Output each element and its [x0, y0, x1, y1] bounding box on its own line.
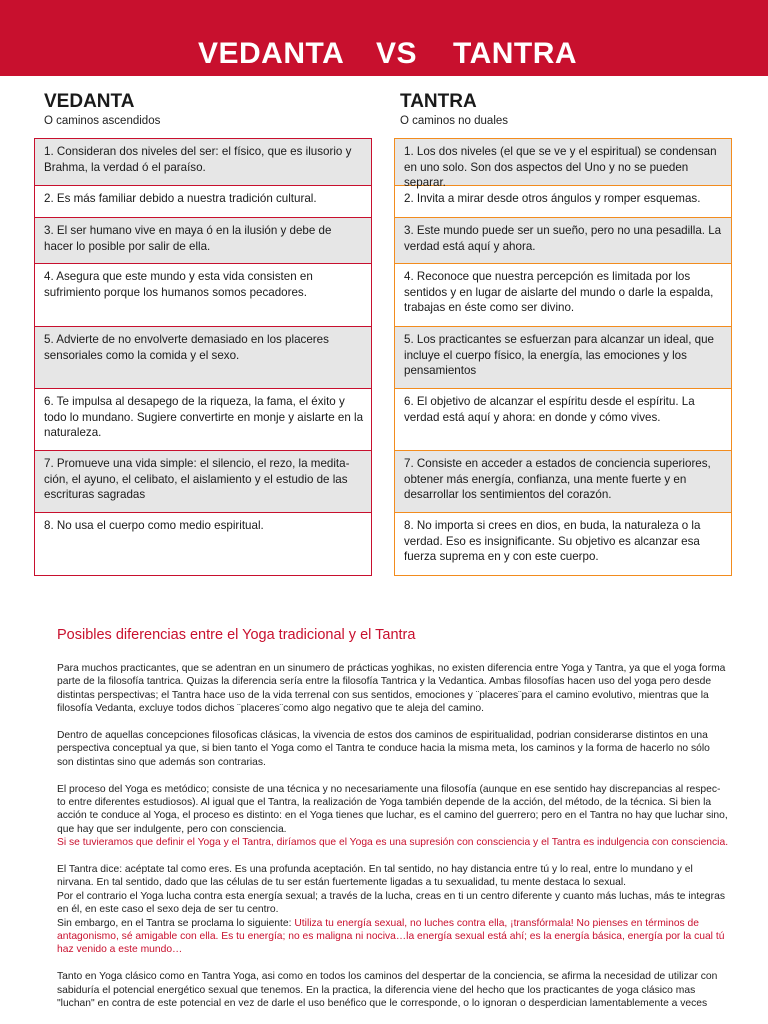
paragraph: [57, 863, 729, 957]
vedanta-title: VEDANTA: [44, 91, 135, 112]
vedanta-row: 7. Promueve una vida simple: el silencio, el rezo, la medita- ción, el ayuno, el celibato, el aislamiento y el estudio de las escrituras sagradas: [35, 450, 371, 512]
tantra-title: TANTRA: [400, 91, 477, 112]
vedanta-row: 8. No usa el cuerpo como medio espiritual.: [35, 512, 371, 575]
tantra-row: 5. Los practicantes se esfuerzan para alcanzar un ideal, que incluye el cuerpo físico, la energía, las emociones y los pensamientos: [395, 326, 731, 388]
vedanta-row: 5. Advierte de no envolverte demasiado en los placeres sensoriales como la comida y el sexo.: [35, 326, 371, 388]
banner-title-vs: VS: [376, 37, 418, 70]
tantra-table: [394, 138, 732, 576]
highlighted-text: Utiliza tu energía sexual, no luches contra ella, ¡transfórmala! No pienses en términos de antagonismo, sé amigable con ella. Es tu energía; no es maligna ni nociva…la energía sexual está ahí; es la energía básica, energía por la cual tú haz venido a este mundo…: [57, 917, 725, 956]
title-banner: [0, 0, 768, 76]
tantra-row: 7. Consiste en acceder a estados de conciencia superiores, obtener más energía, confianza, una mente fuerte y en desarrollar los sentimientos del corazón.: [395, 450, 731, 512]
tantra-row: 6. El objetivo de alcanzar el espíritu desde el espíritu. La verdad está aquí y ahora: en donde y cómo vives.: [395, 388, 731, 450]
paragraph: Para muchos practicantes, que se adentran en un sinumero de prácticas yoghikas, no existen diferencia entre Yoga y Tantra, ya que el yoga forma parte de la filosofía tantrica. Quizas la diferencia sería entre la filosofía Tantrica y la Vedantica. Ambas filosofías hacen uso del yoga pero desde distintas perspectivas; el Tantra hace uso de la vida terrenal con sus sentidos, emociones y ¨placeres¨para el camino evolutivo, mientras que la filosofía Vedanta, excluye todos dichos ¨placeres¨como algo negativo que te aleja del camino.: [57, 663, 726, 715]
tantra-row: 1. Los dos niveles (el que se ve y el espiritual) se condensan en uno solo. Son dos aspectos del Uno y no se pueden separar.: [395, 139, 731, 185]
vedanta-heading: [44, 90, 160, 128]
paragraph-text: Sin embargo, en el Tantra se proclama lo siguiente:: [57, 917, 295, 929]
tantra-row: 8. No importa si crees en dios, en buda, la naturaleza o la verdad. Eso es insignificante. Su objetivo es alcanzar esa fuerza suprema en y con este cuerpo.: [395, 512, 731, 575]
tantra-heading: [400, 90, 508, 128]
banner-title-left: VEDANTA: [198, 37, 345, 70]
banner-title-right: TANTRA: [453, 37, 578, 70]
tantra-subtitle: O caminos no duales: [400, 115, 509, 127]
vedanta-row: 2. Es más familiar debido a nuestra tradición cultural.: [35, 185, 371, 217]
vedanta-row: 3. El ser humano vive en maya ó en la ilusión y debe de hacer lo posible por salir de ella.: [35, 217, 371, 263]
highlighted-text: Si se tuvieramos que definir el Yoga y el Tantra, diríamos que el Yoga es una supresión con consciencia y el Tantra es indulgencia con consciencia.: [57, 837, 729, 849]
tantra-row: 4. Reconoce que nuestra percepción es limitada por los sentidos y en lugar de aislarte del mundo o darle la espalda, trabajas en éste como ser divino.: [395, 263, 731, 326]
tantra-row: 2. Invita a mirar desde otros ángulos y romper esquemas.: [395, 185, 731, 217]
vedanta-subtitle: O caminos ascendidos: [44, 115, 161, 127]
article-body: [57, 662, 729, 1024]
vedanta-row: 6. Te impulsa al desapego de la riqueza, la fama, el éxito y todo lo mundano. Sugiere convertirte en monje y aislarte en la naturaleza.: [35, 388, 371, 450]
vedanta-row: 1. Consideran dos niveles del ser: el físico, que es ilusorio y Brahma, la verdad ó el paraíso.: [35, 139, 371, 185]
paragraph: Dentro de aquellas concepciones filosoficas clásicas, la vivencia de estos dos caminos de espiritualidad, podrian considerarse distintos en una perspectiva conceptual ya que, si bien tanto el Yoga como el Tantra te conduce hacia la misma meta, los caminos y la forma de hacerlo no sólo son distintas sino que además son contrarias.: [57, 730, 710, 768]
vedanta-table: [34, 138, 372, 576]
paragraph-text: El Tantra dice: acéptate tal como eres. Es una profunda aceptación. En tal sentido, no hay distancia entre tú y lo real, entre lo mundano y el nirvana. En tal sentido, dado que las células de tu ser están fuertemente ligadas a tu sexualidad, tu mente destaca lo sexual.: [57, 864, 693, 889]
tantra-row: 3. Este mundo puede ser un sueño, pero no una pesadilla. La verdad está aquí y ahora.: [395, 217, 731, 263]
paragraph: Tanto en Yoga clásico como en Tantra Yoga, asi como en todos los caminos del despertar de la conciencia, se afirma la necesidad de utilizar con sabiduría el potencial energético sexual que tenemos. En la practica, la diferencia viene del hecho que los practicantes de yoga clásico mas "luchan" en contra de este potencial en vez de darle el uso benéfico que le corresponde, o lo ignoran o desperdician lamentablemente a veces: [57, 971, 718, 1010]
paragraph: [57, 783, 729, 850]
vedanta-row: 4. Asegura que este mundo y esta vida consisten en sufrimiento porque los humanos somos pecadores.: [35, 263, 371, 326]
paragraph-text: Por el contrario el Yoga lucha contra esta energía sexual; a través de la lucha, creas en ti un centro diferente y cuanto más luchas, más te integras en él, en este caso el sexo deja de ser tu centro.: [57, 890, 725, 916]
section-title: Posibles diferencias entre el Yoga tradicional y el Tantra: [57, 627, 416, 643]
paragraph-text: El proceso del Yoga es metódico; consiste de una técnica y no necesariamente una filosofía (aunque en ese sentido hay discrepancias al respec- to entre diferentes estudiosos). Al igual que el Tantra, la realización de Yoga también depende de la acción, del método, de la técnica. Si bien la acción te conduce al Yoga, el proceso es distinto: en el Yoga tienes que luchar, es el camino del guerrero; pero en el Tantra no hay que luchar sino, que hay que ser indulgente, pero con consciencia.: [57, 783, 728, 835]
